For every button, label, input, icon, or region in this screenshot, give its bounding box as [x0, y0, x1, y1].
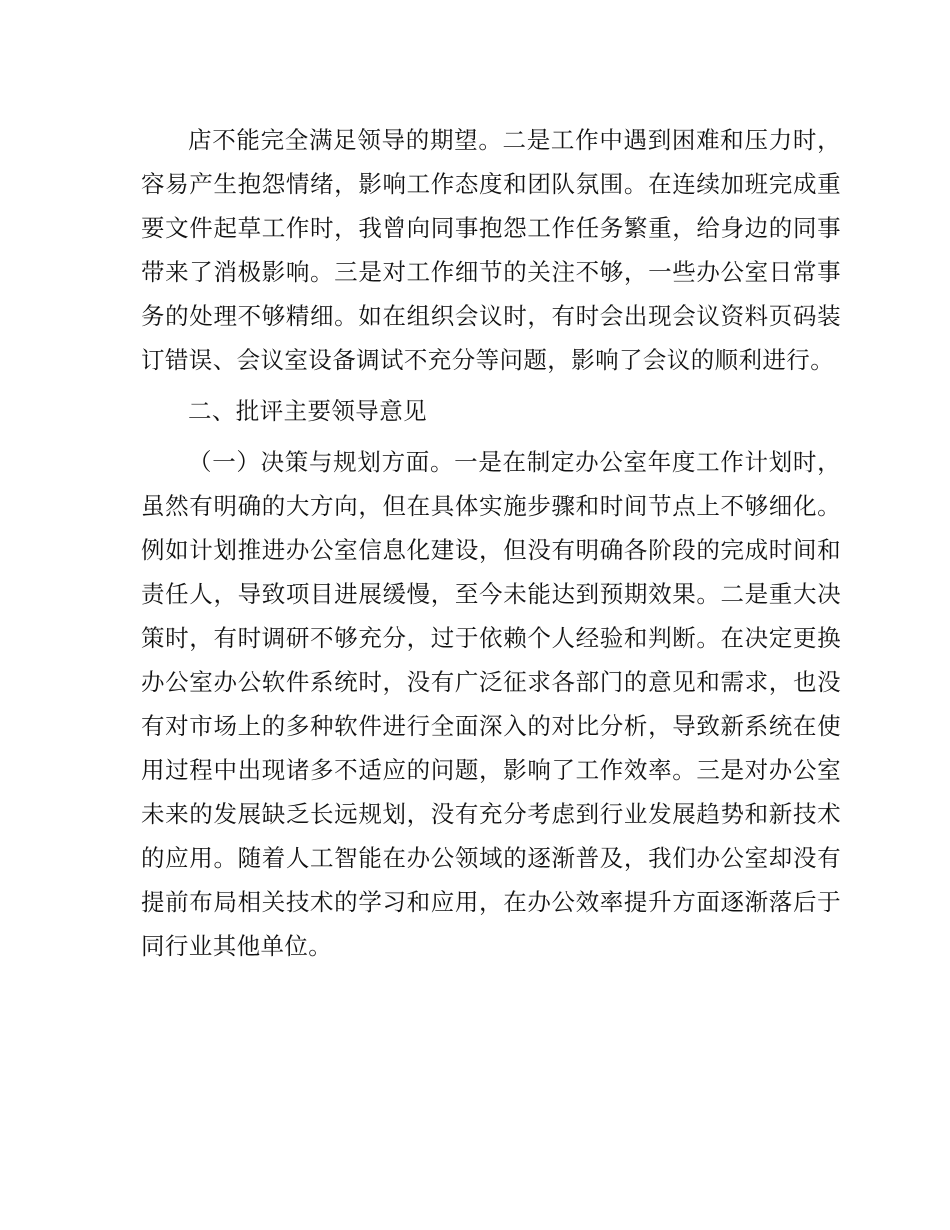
paragraph-continuation: 店不能完全满足领导的期望。二是工作中遇到困难和压力时，容易产生抱怨情绪，影响工作态度和团队氛围。在连续加班完成重要文件起草工作时，我曾向同事抱怨工作任务繁重，给身边的同事带来了消极影响。三是对工作细节的关注不够，一些办公室日常事务的处理不够精细。如在组织会议时，有时会出现会议资料页码装订错误、会议室设备调试不充分等问题，影响了会议的顺利进行。: [141, 126, 841, 374]
document-body: [141, 118, 841, 968]
paragraph-decision-planning: （一）决策与规划方面。一是在制定办公室年度工作计划时，虽然有明确的大方向，但在具体实施步骤和时间节点上不够细化。例如计划推进办公室信息化建设，但没有明确各阶段的完成时间和责任人，导致项目进展缓慢，至今未能达到预期效果。二是重大决策时，有时调研不够充分，过于依赖个人经验和判断。在决定更换办公室办公软件系统时，没有广泛征求各部门的意见和需求，也没有对市场上的多种软件进行全面深入的对比分析，导致新系统在使用过程中出现诸多不适应的问题，影响了工作效率。三是对办公室未来的发展缺乏长远规划，没有充分考虑到行业发展趋势和新技术的应用。随着人工智能在办公领域的逐渐普及，我们办公室却没有提前布局相关技术的学习和应用，在办公效率提升方面逐渐落后于同行业其他单位。: [141, 448, 841, 960]
section-heading: 二、批评主要领导意见: [188, 397, 427, 425]
